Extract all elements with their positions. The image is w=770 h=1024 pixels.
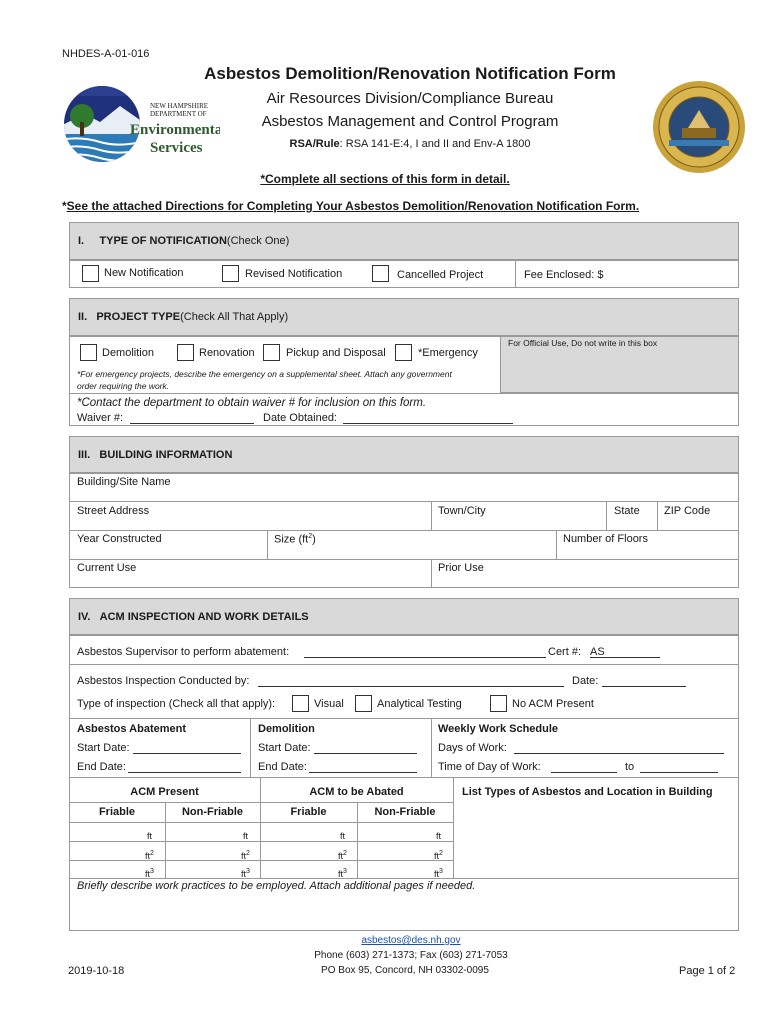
nh-state-seal — [652, 80, 746, 174]
time-from-field[interactable] — [551, 772, 617, 773]
work-practices-field[interactable] — [70, 895, 738, 930]
work-practices-label: Briefly describe work practices to be employed. Attach additional pages if needed. — [77, 880, 476, 892]
demolition-start-label: Start Date: — [258, 742, 311, 754]
date-obtained-field[interactable] — [343, 423, 513, 424]
abated-nonfriable-heading: Non-Friable — [374, 806, 436, 818]
new-notification-checkbox[interactable] — [82, 265, 99, 282]
no-acm-checkbox[interactable] — [490, 695, 507, 712]
section3-header: III. BUILDING INFORMATION — [69, 436, 739, 473]
days-of-work-label: Days of Work: — [438, 742, 507, 754]
present-friable-heading: Friable — [98, 806, 136, 818]
inspection-date-field[interactable] — [602, 686, 686, 687]
unit-ft2: $ft^2$ — [338, 850, 347, 861]
rule-line: RSA/Rule: RSA 141-E:4, I and II and Env-A 1800 — [289, 138, 531, 150]
unit-ft: ft — [243, 831, 249, 841]
no-acm-label: No ACM Present — [512, 698, 594, 710]
demolition-end-label: End Date: — [258, 761, 307, 773]
cancelled-project-checkbox[interactable] — [372, 265, 389, 282]
prior-use-field[interactable]: Prior Use — [438, 562, 484, 574]
form-title: Asbestos Demolition/Renovation Notification Form — [204, 64, 616, 83]
instruction-directions: *See the attached Directions for Completing Your Asbestos Demolition/Renovation Notification Form. — [62, 199, 640, 213]
list-types-heading: List Types of Asbestos and Location in Building — [462, 786, 713, 798]
subtitle-program: Asbestos Management and Control Program — [261, 113, 559, 130]
state-field[interactable]: State — [614, 505, 640, 517]
unit-ft3: $ft^3$ — [145, 868, 154, 879]
building-site-name-field[interactable]: Building/Site Name — [77, 476, 171, 488]
visual-label: Visual — [314, 698, 344, 710]
logo-line2: DEPARTMENT OF — [150, 110, 207, 118]
abatement-heading: Asbestos Abatement — [77, 723, 187, 735]
form-id: NHDES-A-01-016 — [62, 48, 150, 60]
pickup-disposal-label: Pickup and Disposal — [286, 347, 386, 359]
unit-ft3: $ft^3$ — [241, 868, 250, 879]
inspection-date-label: Date: — [572, 675, 599, 687]
year-constructed-field[interactable]: Year Constructed — [77, 533, 162, 545]
abatement-end-field[interactable] — [128, 772, 241, 773]
supervisor-field[interactable] — [304, 657, 546, 658]
abatement-start-label: Start Date: — [77, 742, 130, 754]
present-nonfriable-heading: Non-Friable — [181, 806, 244, 818]
revision-date: 2019-10-18 — [68, 965, 125, 977]
email-link[interactable]: asbestos@des.nh.gov — [361, 935, 461, 946]
unit-ft2: $ft^2$ — [434, 850, 443, 861]
section4-header: IV. ACM INSPECTION AND WORK DETAILS — [69, 598, 739, 635]
size-field[interactable]: Size $(ft^2)$ — [274, 533, 316, 546]
town-city-field[interactable]: Town/City — [438, 505, 486, 517]
logo-line1: NEW HAMPSHIRE — [150, 102, 209, 110]
days-of-work-field[interactable] — [514, 753, 724, 754]
logo-line3: Environmental — [130, 122, 220, 138]
visual-checkbox[interactable] — [292, 695, 309, 712]
address: PO Box 95, Concord, NH 03302-0095 — [321, 965, 489, 976]
type-inspection-label: Type of inspection (Check all that apply): — [77, 698, 276, 710]
date-obtained-label: Date Obtained: — [263, 412, 337, 424]
acm-abated-heading: ACM to be Abated — [309, 786, 404, 798]
current-use-field[interactable]: Current Use — [77, 562, 137, 574]
subtitle-division: Air Resources Division/Compliance Bureau — [266, 90, 554, 107]
emergency-note-2: order requiring the work. — [77, 381, 170, 391]
official-use-label: For Official Use, Do not write in this box — [508, 338, 658, 348]
unit-ft2: $ft^2$ — [241, 850, 250, 861]
new-notification-label: New Notification — [104, 267, 184, 279]
abatement-end-label: End Date: — [77, 761, 126, 773]
waiver-label: Waiver #: — [77, 412, 124, 424]
time-to-field[interactable] — [640, 772, 718, 773]
list-types-field[interactable] — [454, 803, 738, 877]
zip-code-field[interactable]: ZIP Code — [664, 505, 711, 517]
cert-label: Cert #: — [548, 646, 582, 658]
acm-present-heading: ACM Present — [130, 786, 199, 798]
unit-ft: ft — [147, 831, 153, 841]
abated-friable-heading: Friable — [290, 806, 327, 818]
demolition-label: Demolition — [102, 347, 154, 359]
inspection-by-label: Asbestos Inspection Conducted by: — [77, 675, 250, 687]
section2-header: II. PROJECT TYPE (Check All That Apply) — [69, 298, 739, 336]
demolition-heading: Demolition — [258, 723, 315, 735]
analytical-testing-checkbox[interactable] — [355, 695, 372, 712]
waiver-field[interactable] — [130, 423, 254, 424]
demolition-end-field[interactable] — [309, 772, 417, 773]
pickup-disposal-checkbox[interactable] — [263, 344, 280, 361]
unit-ft3: $ft^3$ — [434, 868, 443, 879]
phone-fax: Phone (603) 271-1373; Fax (603) 271-7053 — [314, 950, 508, 961]
instruction-complete: *Complete all sections of this form in detail. — [260, 172, 510, 186]
unit-ft: ft — [340, 831, 346, 841]
demolition-start-field[interactable] — [314, 753, 417, 754]
time-to-label: to — [625, 761, 635, 773]
emergency-note-1: *For emergency projects, describe the emergency on a supplemental sheet. Attach any government — [77, 369, 452, 379]
number-of-floors-field[interactable]: Number of Floors — [563, 533, 648, 545]
fee-enclosed-label[interactable]: Fee Enclosed: $ — [524, 269, 604, 281]
page-number: Page 1 of 2 — [679, 965, 736, 977]
renovation-checkbox[interactable] — [177, 344, 194, 361]
contact-note: *Contact the department to obtain waiver # for inclusion on this form. — [77, 397, 427, 409]
cert-field[interactable]: AS — [590, 646, 660, 658]
emergency-label: *Emergency — [418, 347, 478, 359]
cancelled-project-label: Cancelled Project — [397, 269, 484, 281]
abatement-start-field[interactable] — [133, 753, 241, 754]
logo-line4: Services — [150, 140, 203, 156]
supervisor-label: Asbestos Supervisor to perform abatement: — [77, 646, 290, 658]
renovation-label: Renovation — [199, 347, 255, 359]
section1-header: I. TYPE OF NOTIFICATION (Check One) — [69, 222, 739, 260]
street-address-field[interactable]: Street Address — [77, 505, 150, 517]
time-of-day-label: Time of Day of Work: — [438, 761, 541, 773]
schedule-heading: Weekly Work Schedule — [438, 723, 559, 735]
demolition-checkbox[interactable] — [80, 344, 97, 361]
unit-ft3: $ft^3$ — [338, 868, 347, 879]
revised-notification-checkbox[interactable] — [222, 265, 239, 282]
unit-ft2: $ft^2$ — [145, 850, 154, 861]
inspection-by-field[interactable] — [258, 686, 564, 687]
emergency-checkbox[interactable] — [395, 344, 412, 361]
analytical-testing-label: Analytical Testing — [377, 698, 462, 710]
revised-notification-label: Revised Notification — [245, 268, 343, 280]
unit-ft: ft — [436, 831, 442, 841]
